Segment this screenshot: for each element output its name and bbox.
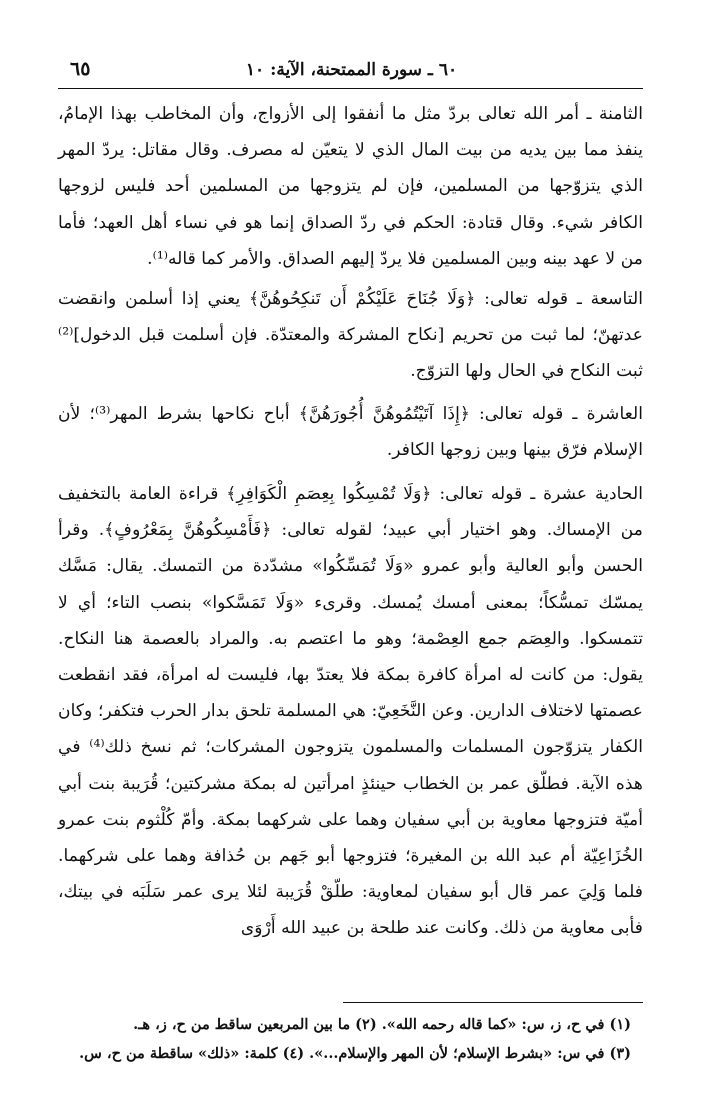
paragraph-eighth: الثامنة ـ أمر الله تعالى بردّ مثل ما أنفقوا إلى الأزواج، وأن المخاطب بهذا الإمامُ، ينفذ مما بين يديه من بيت المال الذي لا يتعيّن له مصرف. وقال مقاتل: يردّ المهر الذي يتزوّجها من المسلمين، فإن لم يتزوجها من المسلمين أحد فليس لزوجها الكافر شيء. وقال قتادة: الحكم في ردّ الصداق إنما هو في نساء أهل العهد؛ فأما من لا عهد بينه وبين المسلمين فلا يردّ إليهم الصداق. والأمر كما قاله⁽¹⁾. — [58, 104, 643, 269]
footnote-line-1: (١) في ح، ز، س: «كما قاله رحمه الله». (٢) ما بين المربعين ساقط من ح، ز، هـ. — [133, 1016, 631, 1033]
running-head: ٦٠ ـ سورة الممتحنة، الآية: ١٠ — [245, 60, 458, 80]
paragraph-tenth: العاشرة ـ قوله تعالى: ﴿إِذَا آتَيْتُمُوهُنَّ أُجُورَهُنَّ﴾ أباح نكاحها بشرط المهر⁽³⁾؛ لأن الإسلام فرّق بينها وبين زوجها الكافر. — [58, 403, 643, 460]
page-header — [56, 58, 647, 86]
footnotes — [60, 1010, 631, 1068]
footnote-rule — [343, 1002, 643, 1003]
footnote-line-2: (٣) في س: «بشرط الإسلام؛ لأن المهر والإسلام...». (٤) كلمة: «ذلك» ساقطة من ح، س. — [79, 1045, 631, 1062]
paragraph-ninth: التاسعة ـ قوله تعالى: ﴿وَلَا جُنَاحَ عَلَيْكُمْ أَن تَنكِحُوهُنَّ﴾ يعني إذا أسلمن وانقضت عدتهنّ؛ لما ثبت من تحريم [نكاح المشركة والمعتدّة. فإن أسلمت قبل الدخول]⁽²⁾ ثبت النكاح في الحال ولها التزوّج. — [58, 289, 643, 382]
page-number: ٦٥ — [70, 58, 91, 80]
body-text — [58, 96, 643, 957]
paragraph-eleventh: الحادية عشرة ـ قوله تعالى: ﴿وَلَا تُمْسِكُوا بِعِصَمِ الْكَوَافِرِ﴾ قراءة العامة بالتخفيف من الإمساك. وهو اختيار أبي عبيد؛ لقوله تعالى: ﴿فَأَمْسِكُوهُنَّ بِمَعْرُوفٍ﴾. وقرأ الحسن وأبو العالية وأبو عمرو «وَلَا تُمَسِّكُوا» مشدّدة من التمسك. يقال: مَسَّك يمسّك تمسُّكاً؛ بمعنى أمسك يُمسك. وقرىء «وَلَا تَمَسَّكوا» بنصب التاء؛ أي لا تتمسكوا. والعِصَم جمع العِصْمة؛ وهو ما اعتصم به. والمراد بالعصمة هنا النكاح. يقول: من كانت له امرأة كافرة بمكة فلا يعتدّ بها، فليست له امرأة، فقد انقطعت عصمتها لاختلاف الدارين. وعن النَّخَعِيّ: هي المسلمة تلحق بدار الحرب فتكفر؛ وكان الكفار يتزوّجون المسلمات والمسلمون يتزوجون المشركات؛ ثم نسخ ذلك⁽⁴⁾ في هذه الآية. فطلّق عمر بن الخطاب حينئذٍ امرأتين له بمكة مشركتين؛ قُرَيبة بنت أبي أميّة فتزوجها معاوية بن أبي سفيان وهما على شركهما بمكة. وأمّ كُلْثوم بنت عمرو الخُزَاعِيّة أم عبد الله بن المغيرة؛ فتزوجها أبو جَهم بن حُذافة وهما على شركهما. فلما وَلِيَ عمر قال أبو سفيان لمعاوية: طلّقْ قُرَيبة لئلا يرى عمر سَلَبَه في بيتك، فأبى معاوية من ذلك. وكانت عند طلحة بن عبيد الله أَرْوَى — [58, 484, 644, 939]
header-rule — [58, 88, 643, 89]
